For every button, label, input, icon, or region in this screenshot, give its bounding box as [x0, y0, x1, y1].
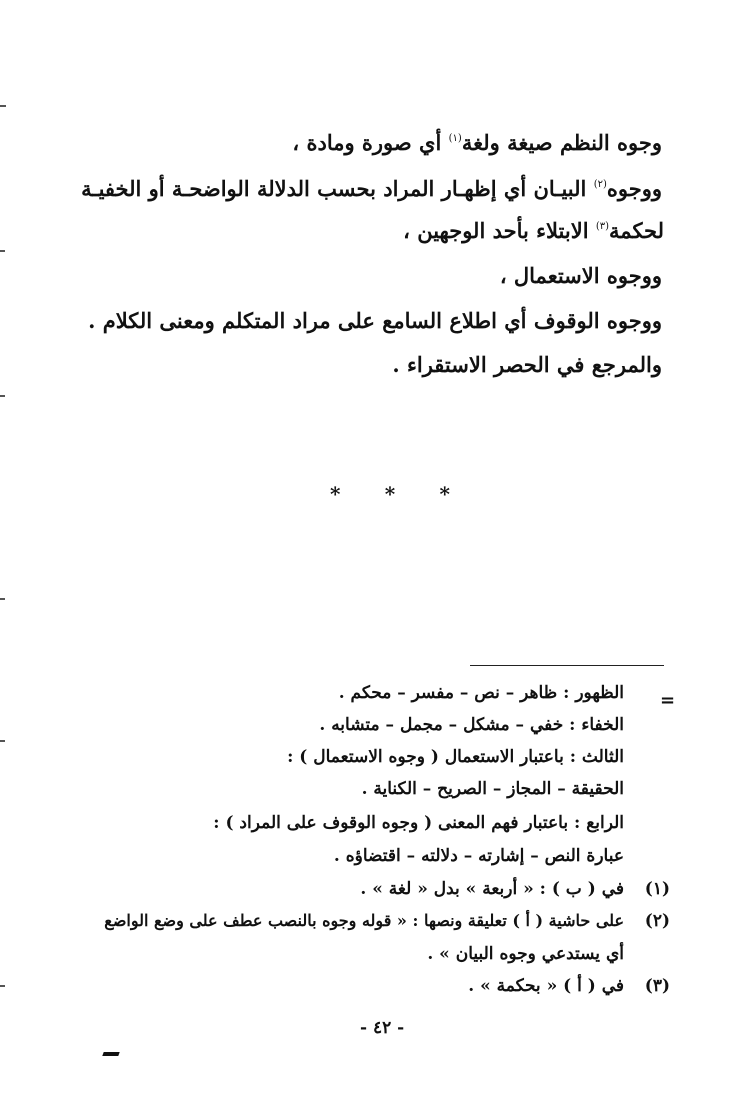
scan-mark	[0, 740, 5, 742]
body-line-6: والمرجع في الحصر الاستقراء .	[392, 352, 662, 377]
body-line-4: ووجوه الاستعمال ،	[499, 263, 662, 288]
body-line-2-tail: البيـان أي إظهـار المراد بحسب الدلالة الواضحـة أو الخفيـة	[81, 176, 594, 201]
footnote-1-number: (١)	[644, 879, 670, 899]
body-line-3	[403, 218, 664, 243]
body-line-2	[81, 176, 662, 201]
scan-mark	[0, 598, 5, 600]
separator-star-2: *	[384, 482, 396, 506]
body-line-3-tail: الابتلاء بأحد الوجهين ،	[403, 218, 596, 243]
footnote-cont-line-3: الثالث : باعتبار الاستعمال ( وجوه الاستعمال ) :	[287, 747, 624, 767]
footnote-cont-line-4: الحقيقة – المجاز – الصريح – الكناية .	[361, 779, 624, 799]
scan-mark	[0, 250, 5, 252]
body-line-1-text: وجوه النظم صيغة ولغة	[461, 130, 662, 155]
body-line-3-head: لحكمة	[609, 218, 664, 243]
scan-mark	[0, 105, 6, 107]
separator-star-1: *	[330, 482, 341, 506]
body-line-1	[292, 130, 662, 155]
scan-mark	[0, 395, 5, 397]
body-line-5: ووجوه الوقوف أي اطلاع السامع على مراد المتكلم ومعنى الكلام .	[88, 308, 662, 333]
footnote-1-text: في ( ب ) : « أربعة » بدل « لغة » .	[360, 879, 624, 899]
footnote-3-text: في ( أ ) « بحكمة » .	[468, 976, 624, 996]
footnote-3-number: (٣)	[644, 976, 670, 996]
footnote-ref-2: (٢)	[593, 179, 607, 190]
continuation-mark: =	[660, 690, 676, 711]
section-separator	[330, 482, 450, 506]
footnote-divider	[470, 665, 664, 666]
footnote-2-number: (٢)	[644, 911, 670, 931]
footnote-cont-line-6: عبارة النص – إشارته – دلالته – اقتضاؤه .	[333, 846, 624, 866]
separator-star-3: *	[439, 482, 450, 506]
body-line-1-tail: أي صورة ومادة ،	[292, 130, 449, 155]
page-number: - ٤٢ -	[360, 1018, 405, 1038]
footnote-ref-1: (١)	[448, 133, 462, 144]
scan-mark	[102, 1052, 119, 1056]
scan-mark	[0, 985, 5, 987]
footnote-2-text: على حاشية ( أ ) تعليقة ونصها : « قوله وجوه بالنصب عطف على وضع الواضع	[104, 911, 624, 930]
footnote-2-text-cont: أي يستدعي وجوه البيان » .	[427, 944, 624, 964]
body-line-2-head: ووجوه	[606, 176, 662, 201]
footnote-cont-line-1: الظهور : ظاهر – نص – مفسر – محكم .	[338, 683, 624, 703]
footnote-ref-3: (٣)	[595, 221, 610, 232]
footnote-cont-line-5: الرابع : باعتبار فهم المعنى ( وجوه الوقوف على المراد ) :	[213, 813, 624, 833]
footnote-cont-line-2: الخفاء : خفي – مشكل – مجمل – متشابه .	[319, 715, 624, 735]
